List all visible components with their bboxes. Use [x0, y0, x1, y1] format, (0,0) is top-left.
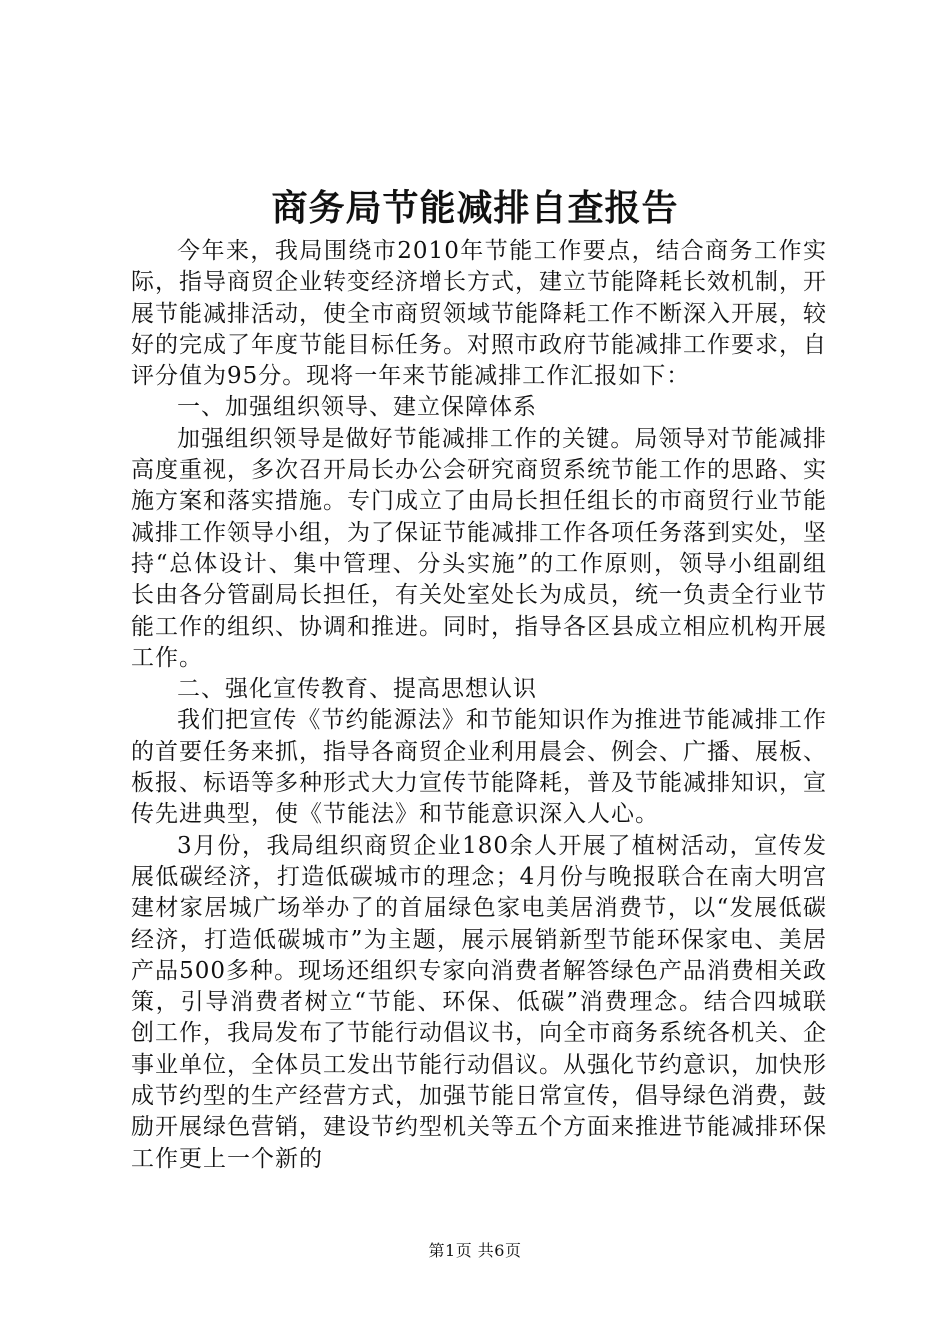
- document-title: 商务局节能减排自查报告: [271, 187, 679, 229]
- section-2-paragraph-1: 我们把宣传《节约能源法》和节能知识作为推进节能减排工作的首要任务来抓，指导各商贸企业利用晨会、例会、广播、展板、板报、标语等多种形式大力宣传节能降耗，普及节能减排知识，宣传先进典型，使《节能法》和节能意识深入人心。: [131, 707, 827, 828]
- section-heading-2: 二、强化宣传教育、提高思想认识: [177, 676, 537, 703]
- page-footer: 第1页 共6页: [428, 1241, 522, 1260]
- section-heading-1: 一、加强组织领导、建立保障体系: [177, 394, 537, 421]
- section-2-paragraph-2: 3月份，我局组织商贸企业180余人开展了植树活动，宣传发展低碳经济，打造低碳城市的理念；4月份与晚报联合在南大明宫建材家居城广场举办了的首届绿色家电美居消费节，以“发展低碳经济，打造低碳城市”为主题，展示展销新型节能环保家电、美居产品500多种。现场还组织专家向消费者解答绿色产品消费相关政策，引导消费者树立“节能、环保、低碳”消费理念。结合四城联创工作，我局发布了节能行动倡议书，向全市商务系统各机关、企事业单位，全体员工发出节能行动倡议。从强化节约意识，加快形成节约型的生产经营方式，加强节能日常宣传，倡导绿色消费，鼓励开展绿色营销，建设节约型机关等五个方面来推进节能减排环保工作更上一个新的: [131, 832, 827, 1172]
- intro-paragraph: 今年来，我局围绕市2010年节能工作要点，结合商务工作实际，指导商贸企业转变经济增长方式，建立节能降耗长效机制，开展节能减排活动，使全市商贸领域节能降耗工作不断深入开展，较好的完成了年度节能目标任务。对照市政府节能减排工作要求，自评分值为95分。现将一年来节能减排工作汇报如下：: [131, 238, 827, 390]
- section-1-paragraph: 加强组织领导是做好节能减排工作的关键。局领导对节能减排高度重视，多次召开局长办公会研究商贸系统节能工作的思路、实施方案和落实措施。专门成立了由局长担任组长的市商贸行业节能减排工作领导小组，为了保证节能减排工作各项任务落到实处，坚持“总体设计、集中管理、分头实施”的工作原则，领导小组副组长由各分管副局长担任，有关处室处长为成员，统一负责全行业节能工作的组织、协调和推进。同时，指导各区县成立相应机构开展工作。: [131, 425, 827, 671]
- document-body: [131, 236, 827, 1175]
